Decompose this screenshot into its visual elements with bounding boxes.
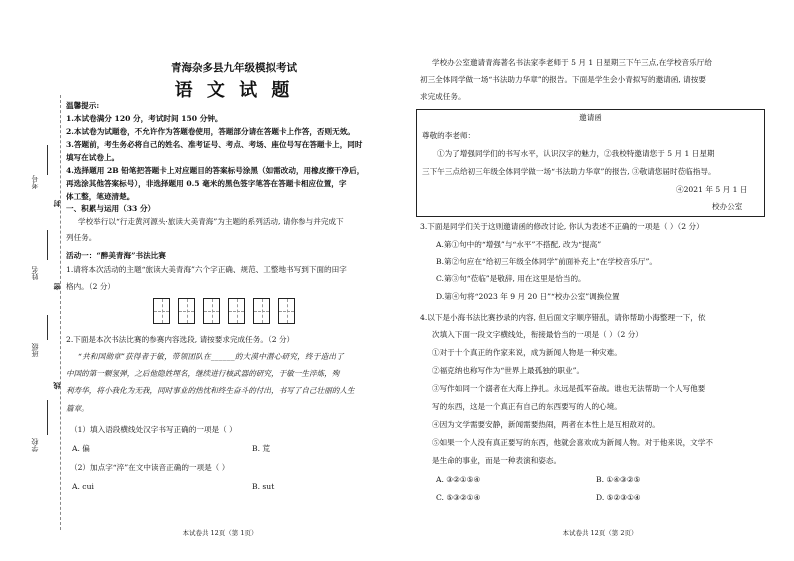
banji-label: 班级 [31, 343, 39, 357]
kaohao-label: 考号 [31, 175, 39, 189]
invite-date: ④2021 年 5 月 1 日 [676, 185, 748, 194]
p2-intro-line: 学校办公室邀请青海著名书法家李老师于 5 月 1 日星期三下午三点,在学校音乐厅给 [432, 58, 712, 67]
exam-title: 青海杂多县九年级模拟考试 [171, 62, 297, 74]
tip-line: 2.本试卷为试题卷，不允许作为答题卷使用，答题部分请在答题卡上作答，否则无效。 [66, 127, 355, 136]
subject-title: 语 文 试 题 [174, 80, 294, 101]
invite-salutation: 尊敬的李老师： [422, 131, 476, 140]
q4-item: ⑤如果一个人没有真正要写的东西，他就会喜欢成为新闻人物。对于他来说，文学不 [432, 438, 713, 447]
section1-heading: 一、积累与运用（33 分） [66, 204, 156, 213]
tianzi-box[interactable] [253, 298, 270, 324]
q4-stem-line: 4.以下是小海书法比赛抄录的内容, 但后面文字顺序错乱，请你帮助小海整理一下，依 [420, 313, 706, 322]
intro-line: 学校举行以“行走黄河源头·旅读大美青海”为主题的系列活动, 请你参与并完成下 [78, 217, 344, 226]
tip-line: 1.本试卷满分 120 分，考试时间 150 分钟。 [66, 114, 223, 123]
xuexiao-line [47, 400, 48, 435]
q3-option-a[interactable]: A.第①句中的“增强”与“水平”不搭配, 改为“提高” [436, 240, 602, 249]
passage-line: 中国的第一颗氢弹，之后他隐姓埋名，继续进行核武器的研究，于敏一生淬炼，殉 [66, 369, 340, 378]
p2-intro-line: 初三全体同学做一场“书法助力华章”的报告。下面是学生会小青拟写的邀请函, 请按要 [420, 75, 706, 84]
q4-option-c[interactable]: C. ⑤③②①④ [436, 493, 481, 502]
sub2-option-b[interactable]: B. sut [252, 482, 275, 491]
q3-stem: 3.下面是同学们关于这则邀请函的修改讨论, 你认为表述不正确的一项是（ ）（2 分） [420, 222, 704, 231]
q4-option-a[interactable]: A. ③②①⑤④ [436, 475, 481, 484]
xingming-label: 姓名 [31, 266, 39, 280]
sub1-option-a[interactable]: A. 偏 [72, 444, 90, 453]
passage-line: “共和国勋章”获得者于敏，带领团队在______的大漠中潜心研究，终于造出了 [78, 352, 344, 361]
tip-line: 填写在试卷上。 [66, 153, 120, 162]
invite-title: 邀请函 [579, 113, 602, 122]
q4-item: ①对于十个真正的作家来说，成为新闻人物是一种灾难。 [432, 348, 622, 357]
q4-item: ③写作如同一个溺者在大海上挣扎。永远是孤军奋战。谁也无法帮助一个人写他要 [432, 384, 706, 393]
invite-body-line: ①为了增强同学们的书写水平，认识汉字的魅力，②我校特邀请您于 5 月 1 日星期 [437, 149, 715, 158]
q4-item: 是生命的事业，而是一种表演和姿态。 [432, 456, 562, 465]
q4-item: 写的东西，这是一个真正有自己的东西要写的人的心境。 [432, 402, 622, 411]
q4-option-b[interactable]: B. ①④③②⑤ [596, 475, 641, 484]
tianzi-box[interactable] [178, 298, 195, 324]
intro-line: 列任务。 [66, 233, 97, 242]
q3-option-b[interactable]: B.第②句应在“给初三年级全体同学”前面补充上“在学校音乐厅”。 [436, 257, 657, 266]
q3-option-c[interactable]: C.第③句“莅临”是敬辞, 用在这里是恰当的。 [436, 274, 586, 283]
tip-line: 4.选择题用 2B 铅笔把答题卡上对应题目的答案标号涂黑（如需改动，用橡皮擦干净后， [66, 166, 365, 175]
binding-xian: 线 [52, 382, 61, 389]
sub1-option-b[interactable]: B. 荒 [252, 444, 271, 453]
binding-dashed-line [60, 95, 61, 530]
xingming-line [47, 230, 48, 260]
tip-line: 3.答题前，考生务必将自己的姓名、准考证号、考点、考场、座位号写在答题卡上，同时 [66, 140, 363, 149]
binding-mi: 密 [52, 283, 61, 290]
tips-heading: 温馨提示: [66, 101, 100, 110]
passage-line: 篇章。 [66, 404, 89, 413]
passage-line: 利寿华，将小我化为无我，同时事业的热忱和终生奋斗的付出，书写了自己壮丽的人生 [66, 386, 355, 395]
tianzi-box[interactable] [278, 298, 295, 324]
q4-item: ④因为文学需要安静，新闻需要热闹，两者在本性上是互相敌对的。 [432, 420, 660, 429]
tianzi-box[interactable] [203, 298, 220, 324]
invite-body-line: 三下午三点给初三年级全体同学做一场“书法助力华章”的报告, ③敬请您届时莅临指导。 [422, 167, 716, 176]
q4-stem-line: 次填入下面一段文字横线处，衔接最恰当的一项是（ ）（2 分） [432, 330, 643, 339]
q4-option-d[interactable]: D. ⑤②③①④ [596, 493, 641, 502]
activity1-heading: 活动一：“醉美青海”书法比赛 [66, 251, 166, 260]
invite-sign: 校办公室 [712, 202, 743, 211]
kaohao-line [47, 145, 48, 175]
tip-line: 体工整，笔迹清楚。 [66, 192, 135, 201]
xuexiao-label: 学校 [31, 438, 39, 452]
sub2-option-a[interactable]: A. cui [72, 482, 94, 491]
page1-footer: 本试卷共 12页（第 1页） [182, 529, 258, 537]
sub1-stem: （1）填入语段横线处汉字书写正确的一项是（ ） [70, 425, 237, 434]
q4-item: ②福克纳也称写作为“世界上最孤独的职业”。 [432, 366, 585, 375]
sub2-stem: （2）加点字“淬”在文中读音正确的一项是（ ） [70, 463, 230, 472]
p2-intro-line: 求完成任务。 [420, 92, 466, 101]
q1-line: 格内。（2 分） [66, 282, 116, 291]
tianzi-box[interactable] [228, 298, 245, 324]
page2-footer: 本试卷共 12页（第 2页） [562, 529, 638, 537]
q3-option-d[interactable]: D.第④句将“2023 年 9 月 20 日”“校办公室”调换位置 [436, 292, 620, 301]
tianzi-box[interactable] [153, 298, 170, 324]
binding-feng: 封 [52, 200, 61, 207]
tip-line: 再选涂其他答案标号），非选择题用 0.5 毫米的黑色签字笔答在答题卡相应位置，字 [66, 179, 347, 188]
q2-stem: 2.下面是本次书法比赛的参赛内容选段, 请按要求完成任务。（2 分） [66, 335, 295, 344]
q1-line: 1.请将本次活动的主题“旅读大美青海”六个字正确、规范、工整地书写到下面的田字 [66, 265, 347, 274]
banji-line [47, 315, 48, 340]
